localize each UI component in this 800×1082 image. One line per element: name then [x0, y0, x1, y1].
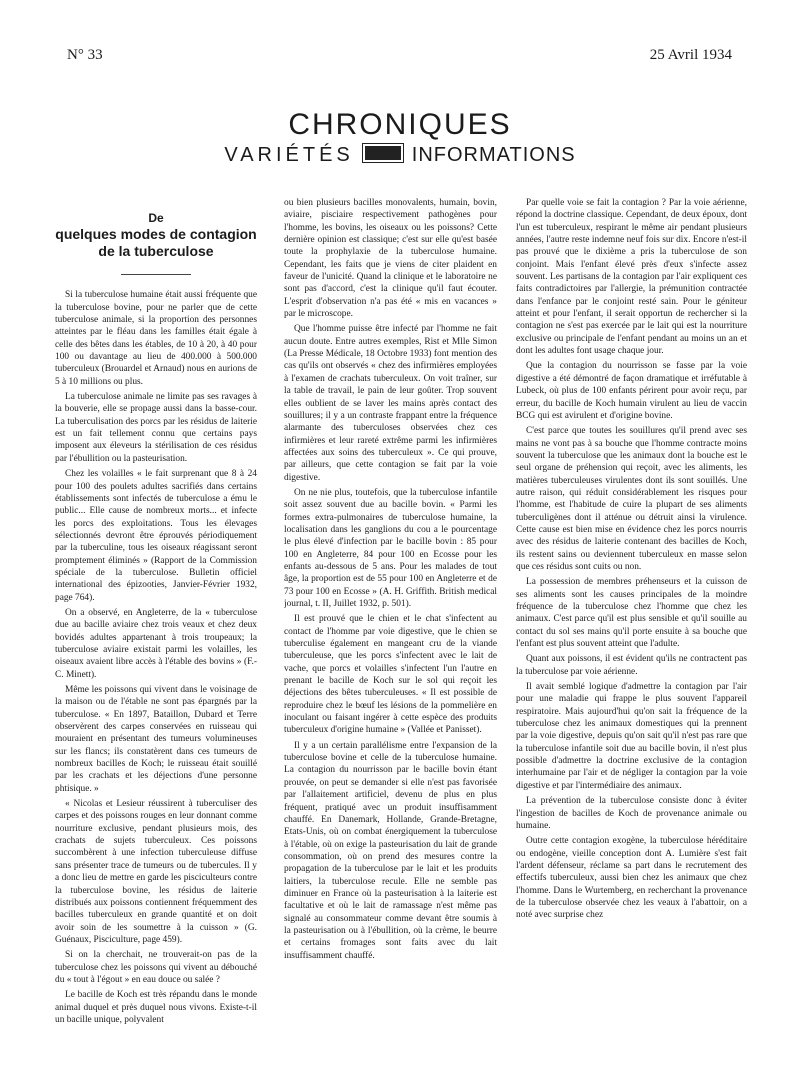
paragraph: C'est parce que toutes les souillures qu'il prend avec ses mains ne vont pas à sa bouche que l'homme contracte moins souvent la tuberculose que les animaux dont la bouche est le seul organe de préhension qui reçoit, avec les aliments, les matières tuberculeuses virulentes dont ils sont souillés. Une autre raison, qui réduit considérablement les risques pour l'homme, est l'habitude de cuire la plupart de ses aliments tuberculigènes dont il atténue ou détruit ainsi la virulence. Cette cause est bien mise en évidence chez les porcs nourris avec des résidus de laiterie contenant des bacilles de Koch, ils restent sains ou deviennent tuberculeux en masse selon que ces résidus sont cuits ou non. — [516, 426, 747, 572]
paragraph: On ne nie plus, toutefois, que la tuberculose infantile soit assez souvent due au bacille bovin. « Parmi les formes extra-pulmonaires de tuberculose humaine, la localisation dans les ganglions du cou a le pourcentage le plus élevé d'infection par le bacille bovin : 85 pour 100 en Angleterre, 84 pour 100 en Ecosse pour les enfants au-dessous de 5 ans. Pour les malades de tout âge, la proportion est de 55 pour 100 en Angleterre et de 73 pour 100 en Ecosse » (A. H. Griffith. British medical journal, t. II, Juillet 1932, p. 501). — [284, 487, 497, 609]
paragraph: Il est prouvé que le chien et le chat s'infectent au contact de l'homme par voie digestive, que le chien se tuberculise également en mangeant cru de la viande tuberculeuse, que les porcs s'infectent avec le lait de vache, que porcs et volailles s'infectent l'un l'autre en prenant le bacille de Koch sur le sol qui reçoit les déjections des bêtes tuberculeuses. « Il est possible de reproduire chez le bœuf les lésions de la pommelière en inoculant ou faisant ingérer à cette espèce des produits tuberculeux d'origine humaine » (Vallée et Panisset). — [284, 614, 497, 736]
masthead-title: CHRONIQUES — [288, 108, 512, 141]
paragraph: Il avait semblé logique d'admettre la contagion par l'air pour une maladie qui frappe le plus souvent l'appareil respiratoire. Mais aujourd'hui qu'on sait la fréquence de la tuberculose chez les animaux domestiques qui la prennent par la voie digestive, depuis qu'on sait qu'il n'est pas rare que la tuberculose infantile soit due au bacille bovin, il n'est plus possible d'admettre la doctrine exclusive de la contagion interhumaine par l'air et de négliger la contagion par la voie digestive et par l'intermédiaire des animaux. — [516, 682, 747, 791]
column-2 — [284, 197, 497, 1057]
paragraph: Chez les volailles « le fait surprenant que 8 à 24 pour 100 des poulets adultes sacrifiés dans certains établissements sont infectés de tuberculose a ému le public... Elle cause de nombreux morts... et infecte les porcs des exploitations. Tous les élevages sélectionnés devront être éprouvés périodiquement par la tuberculine, tous les oiseaux réagissant seront promptement éliminés » (Rapport de la Commission spéciale de la tuberculose. Bulletin officiel international des épizooties, Janvier-Février 1932, page 764). — [55, 469, 257, 603]
paragraph: Si on la cherchait, ne trouverait-on pas de la tuberculose chez les poissons qui vivent au débouché du « tout à l'égout » en eau douce ou salée ? — [55, 950, 257, 985]
paragraph: La possession de membres préhenseurs et la cuisson de ses aliments sont les causes principales de la moindre fréquence de la tuberculose chez l'homme que chez les animaux. C'est parce qu'il est plus sensible et qu'il souille au contact du sol ses mains qu'il porte ensuite à sa bouche que l'enfant est plus souvent atteint que l'adulte. — [516, 577, 747, 650]
column-1 — [55, 205, 257, 1065]
subtitle-varietes: VARIÉTÉS — [224, 144, 354, 166]
article-kicker: De — [148, 211, 164, 225]
masthead-subtitle — [0, 143, 800, 167]
paragraph: Que la contagion du nourrisson se fasse par la voie digestive a été démontré de façon dramatique et irréfutable à Lubeck, où plus de 100 enfants périrent pour avoir reçu, par erreur, du bacille de Koch humain virulent au lieu de vaccin BCG qui est avirulent et d'origine bovine. — [516, 361, 747, 421]
paragraph: Il y a un certain parallélisme entre l'expansion de la tuberculose bovine et celle de la tuberculose humaine. La contagion du nourrisson par le bacille bovin étant prouvée, on peut se demander si elle n'est pas favorisée par l'allaitement artificiel, devenu de plus en plus fréquent, pratiqué avec un produit insuffisamment chauffé. En Danemark, Hollande, Grande-Bretagne, Etats-Unis, où on combat énergiquement la tuberculose à l'étable, où on exige la pasteurisation du lait de grande consommation, où on prend des mesures contre la propagation de la tuberculose par le lait et les produits laitiers, la tuberculose recule. Elle ne semble pas diminuer en France où la pasteurisation à la laiterie est facultative et où le lait de ramassage n'est même pas signalé au consommateur comme devant être soumis à la pasteurisation ou à l'ébullition, où la crème, le beurre et certains fromages sont faits avec du lait insuffisamment chauffé. — [284, 740, 497, 961]
paragraph: Que l'homme puisse être infecté par l'homme ne fait aucun doute. Entre autres exemples, Rist et Mlle Simon (La Presse Médicale, 18 Octobre 1933) font mention des cas qu'ils ont observés « chez des infirmières employées à l'examen de crachats tuberculeux. On voit traîner, sur la table de travail, le pain de leur goûter. Trop souvent elles oublient de se laver les mains après contact des souillures; il y a un contraste frappant entre la fréquence alarmante des tuberculoses observées chez ces infirmières et leur rareté extrême parmi les infirmières affectées aux soins des tuberculeux ». Ce qui prouve, par ailleurs, que cette contagion se fait par la voie digestive. — [284, 324, 497, 483]
paragraph: Le bacille de Koch est très répandu dans le monde animal duquel et près duquel nous vivons. Existe-t-il un bacille unique, polyvalent — [55, 990, 257, 1025]
title-divider — [121, 274, 191, 275]
paragraph: Même les poissons qui vivent dans le voisinage de la maison ou de l'étable ne sont pas épargnés par la tuberculose. « En 1897, Bataillon, Dubard et Terre observèrent des carpes conservées en ruisseau qui mouraient en présentant des tumeurs volumineuses sur les flancs; ils constatèrent dans ces tumeurs de nombreux bacilles de Koch; le ruisseau était souillé par les crachats et les déjections d'une personne phtisique. » — [55, 685, 257, 794]
column-3 — [516, 197, 747, 1057]
paragraph: Quant aux poissons, il est évident qu'ils ne contractent pas la tuberculose par voie aérienne. — [516, 654, 747, 677]
emblem-icon — [362, 143, 404, 163]
paragraph: On a observé, en Angleterre, de la « tuberculose due au bacille aviaire chez trois veaux et chez deux bovidés adultes appartenant à trois troupeaux; la tuberculose aviaire existait parmi les volailles, les oiseaux avaient libre accès à l'étable des bovins » (F.-C. Minett). — [55, 607, 257, 680]
subtitle-informations: INFORMATIONS — [411, 144, 576, 166]
paragraph: Si la tuberculose humaine était aussi fréquente que la tuberculose bovine, pour ne parler que de cette tuberculose animale, si la proportion des personnes atteintes par le fléau dans les familles était égale à celle des bêtes dans les étables, de 10 à 20, à 40 pour 100 ou davantage au lieu de 400.000 à 500.000 tuberculeux (Brouardel et Arnaud) nous en aurions de 5 à 10 millions ou plus. — [55, 290, 257, 387]
paragraph: « Nicolas et Lesieur réussirent à tuberculiser des carpes et des poissons rouges en leur donnant comme nourriture exclusive, pendant plusieurs mois, des crachats de sujets tuberculeux. Ces poissons succombèrent à une infection tuberculeuse diffuse sans présenter trace de tumeurs ou de tubercules. Il y a donc lieu de mettre en garde les pisciculteurs contre la tuberculose bovine, les résidus de laiterie distribués aux poissons contiennent fréquemment des bacilles tuberculeux en grande quantité et on doit avoir soin de les soumettre à la cuisson » (G. Guénaux, Pisciculture, page 459). — [55, 799, 257, 945]
paragraph: Outre cette contagion exogène, la tuberculose héréditaire ou endogène, vieille conception dont A. Lumière s'est fait l'ardent défenseur, réclame sa part dans le recrutement des effectifs tuberculeux, aussi bien chez les animaux que chez l'homme. Dans le Wurtemberg, en recherchant la provenance de la tuberculose observée chez les veaux à l'abattoir, on a noté avec surprise chez — [516, 836, 747, 921]
article-title: quelques modes de contagion de la tuberculose — [55, 226, 257, 260]
paragraph: La prévention de la tuberculose consiste donc à éviter l'ingestion de bacilles de Koch de provenance animale ou humaine. — [516, 796, 747, 831]
paragraph: La tuberculose animale ne limite pas ses ravages à la bouverie, elle se propage aussi dans la basse-cour. La tuberculisation des porcs par les résidus de laiterie est un fait tellement connu que certains pays imposent aux éleveurs la stérilisation de ces résidus par l'ébullition ou la pasteurisation. — [55, 392, 257, 464]
paragraph: Par quelle voie se fait la contagion ? Par la voie aérienne, répond la doctrine classique. Cependant, de deux époux, dont l'un est tuberculeux, respirant le même air pendant plusieurs années, l'autre reste indemne neuf fois sur dix. Encore n'est-il pas prouvé que le dixième a pris la tuberculose de son conjoint. Mais l'enfant élevé près d'eux s'infecte assez souvent. Les partisans de la contagion par l'air expliquent ces faits contradictoires par l'allergie, la prémunition contractée dans l'enfance par le conjoint resté sain. Pour le géniteur atteint et pour l'enfant, il serait opportun de rechercher si la contagion ne s'est pas exercée par le lait qui est la nourriture exclusive ou principale de l'enfant pendant au moins un an et dont les adultes font usage chaque jour. — [516, 198, 747, 357]
issue-number: N° 33 — [67, 47, 103, 63]
paragraph: ou bien plusieurs bacilles monovalents, humain, bovin, aviaire, pisciaire respectivement pathogènes pour l'homme, les bovins, les oiseaux ou les poissons? Cette dernière opinion est classique; c'est sur elle qu'est basée toute la prophylaxie de la tuberculose humaine. Cependant, les faits que je viens de citer plaident en faveur de l'unicité. Quand la clinique et le laboratoire ne sont pas d'accord, c'est la clinique qu'il faut écouter. L'esprit d'observation n'a pas été « mis en vacances » par le microscope. — [284, 198, 497, 320]
issue-date: 25 Avril 1934 — [649, 47, 732, 63]
